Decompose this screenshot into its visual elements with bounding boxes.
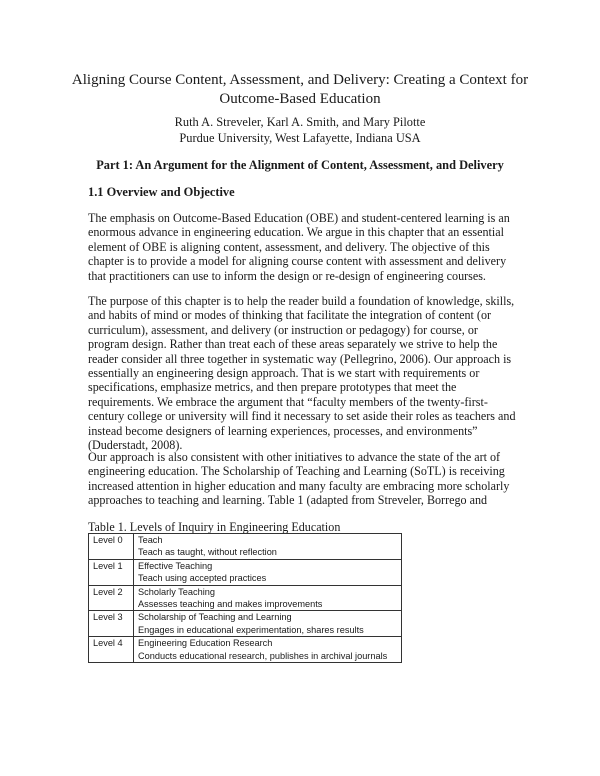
section-heading: 1.1 Overview and Objective [88, 185, 235, 199]
author-affiliation: Purdue University, West Lafayette, Indiana USA [179, 131, 421, 145]
body-paragraph-1: The emphasis on Outcome-Based Education (OBE) and student-centered learning is an enormous advance in engineering education. We argue in this chapter that an essential element of OBE is aligning content, assessment, and delivery. The objective of this chapter is to provide a model for aligning course content with assessment and delivery that practitioners can use to inform the design or re-design of engineering courses. [88, 211, 510, 283]
table-caption: Table 1. Levels of Inquiry in Engineering Education [88, 520, 341, 534]
level-description: Engages in educational experimentation, shares results [138, 624, 364, 635]
level-title: Scholarly Teaching [138, 586, 215, 597]
part-heading: Part 1: An Argument for the Alignment of Content, Assessment, and Delivery [96, 158, 504, 172]
table-row [89, 637, 402, 663]
author-names: Ruth A. Streveler, Karl A. Smith, and Mary Pilotte [174, 115, 426, 129]
level-description: Teach using accepted practices [138, 573, 267, 584]
level-description-cell [134, 534, 402, 560]
level-label: Level 1 [89, 559, 134, 585]
level-label: Level 3 [89, 611, 134, 637]
level-title: Scholarship of Teaching and Learning [138, 612, 292, 623]
level-label: Level 4 [89, 637, 134, 663]
level-description: Conducts educational research, publishes in archival journals [138, 650, 388, 661]
level-title: Teach [138, 535, 163, 545]
paper-title: Aligning Course Content, Assessment, and Delivery: Creating a Context for Outcome-Based Education [71, 72, 529, 107]
level-description: Teach as taught, without reflection [138, 547, 277, 558]
level-description-cell [134, 559, 402, 585]
body-paragraph-3: Our approach is also consistent with other initiatives to advance the state of the art of engineering education. The Scholarship of Teaching and Learning (SoTL) is receiving increased attention in higher education and many faculty are embracing more scholarly approaches to teaching and learning. Table 1 (adapted from Streveler, Borrego and [88, 450, 510, 508]
body-paragraph-2: The purpose of this chapter is to help the reader build a foundation of knowledge, skills, and habits of mind or modes of thinking that facilitate the integration of content (or curriculum), assessment, and delivery (or instruction or pedagogy) for course, or program design. Rather than treat each of these areas separately we strive to help the reader consider all three together in systematic way (Pellegrino, 2006). Our approach is essentially an engineering design approach. That is we start with requirements or specifications, emphasize metrics, and then prepare prototypes that meet the requirements. We embrace the argument that “faculty members of the twenty-first-century college or university will find it necessary to set aside their roles as teachers and instead become designers of learning experiences, processes, and environments” (Duderstadt, 2008). [88, 294, 516, 453]
table-row [89, 534, 402, 560]
level-description-cell [134, 585, 402, 611]
level-label: Level 2 [89, 585, 134, 611]
level-description-cell [134, 637, 402, 663]
level-description-cell [134, 611, 402, 637]
table-row [89, 611, 402, 637]
author-block [60, 114, 540, 146]
table-row [89, 585, 402, 611]
levels-table [88, 533, 402, 663]
table-row [89, 559, 402, 585]
level-label: Level 0 [89, 534, 134, 560]
level-title: Engineering Education Research [138, 638, 273, 649]
level-title: Effective Teaching [138, 560, 213, 571]
level-description: Assesses teaching and makes improvements [138, 599, 323, 610]
